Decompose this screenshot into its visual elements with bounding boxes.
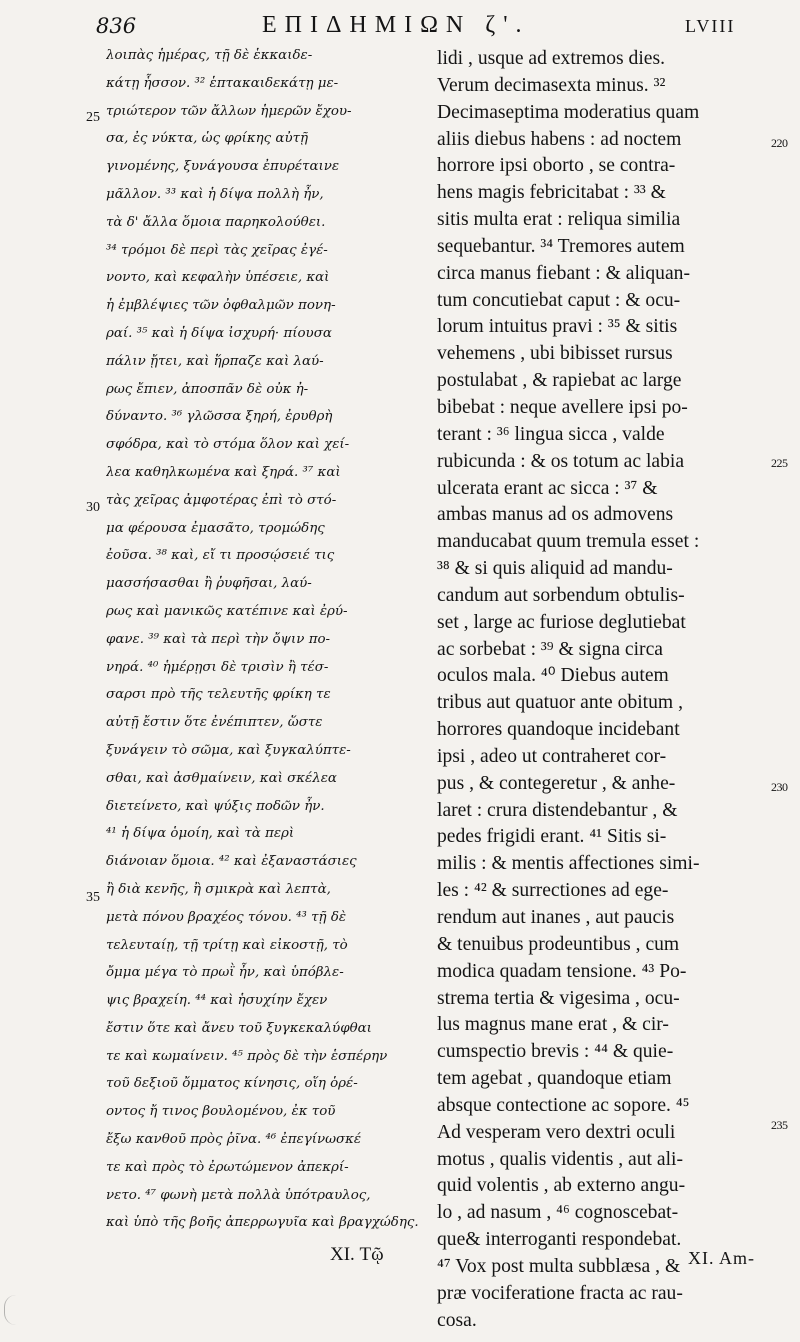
folio-numeral: LVIII [685, 16, 736, 36]
latin-text-line: circa manus fiebant : & aliquan- [437, 262, 690, 284]
greek-text-line: σφόδρα, καὶ τὸ στόμα ὅλον καὶ χεί- [106, 437, 350, 453]
line-number-left: 35 [86, 890, 100, 905]
greek-text-line: ρως ἔπιεν, ἀποσπᾶν δὲ οὐκ ἠ- [106, 381, 309, 397]
greek-text-line: τριώτερον τῶν ἄλλων ἡμερῶν ἔχου- [106, 103, 352, 119]
page-number: 836 [96, 14, 137, 38]
greek-text-line: σαρσι πρὸ τῆς τελευτῆς φρίκη τε [106, 687, 331, 703]
line-number-right: 225 [771, 456, 788, 470]
line-number-right: 235 [771, 1118, 788, 1132]
latin-text-line: sequebantur. ³⁴ Tremores autem [437, 235, 685, 257]
latin-text-line: cumspectio brevis : ⁴⁴ & quie- [437, 1041, 674, 1063]
latin-text-line: lo , ad nasum , ⁴⁶ cognoscebat- [437, 1202, 679, 1224]
line-number-right: 230 [771, 780, 788, 794]
latin-text-line: rubicunda : & os totum ac labia [437, 450, 685, 472]
greek-text-line: τοῦ δεξιοῦ ὄμματος κίνησις, οἵη ὁρέ- [106, 1076, 358, 1092]
latin-text-line: set , large ac furiose deglutiebat [437, 611, 686, 633]
greek-text-line: τε καὶ κωμαίνειν. ⁴⁵ πρὸς δὲ τὴν ἑσπέρην [106, 1048, 388, 1064]
latin-text-line: lorum intuitus pravi : ³⁵ & sitis [437, 316, 678, 338]
greek-text-line: νοντο, καὶ κεφαλὴν ὑπέσειε, καὶ [106, 270, 330, 286]
latin-text-line: Verum decimasexta minus. ³² [437, 74, 666, 96]
greek-text-line: ψις βραχείη. ⁴⁴ καὶ ἡσυχίην ἔχεν [106, 993, 328, 1009]
latin-text-line: ambas manus ad os admovens [437, 504, 674, 526]
latin-text-line: ³⁸ & si quis aliquid ad mandu- [437, 558, 673, 580]
greek-text-line: ἢ διὰ κενῆς, ἢ σμικρὰ καὶ λεπτὰ, [106, 881, 331, 897]
greek-text-line: καὶ ὑπὸ τῆς βοῆς ἀπερρωγυῖα καὶ βραγχώδης. [106, 1215, 419, 1231]
latin-text-line: præ vociferatione fracta ac rau- [437, 1282, 683, 1304]
greek-text-line: σα, ἐς νύκτα, ὡς φρίκης αὐτῇ [106, 131, 309, 147]
greek-text-line: ἡ ἐμβλέψιες τῶν ὀφθαλμῶν πονη- [106, 298, 336, 314]
latin-text-line: candum aut sorbendum obtulis- [437, 584, 685, 606]
catchword-greek: XI. Τῷ [330, 1244, 384, 1265]
line-number-right: 220 [771, 136, 788, 150]
running-title: ΕΠΙΔΗΜΙΩΝ ζ'. [262, 12, 530, 38]
latin-text-line: milis : & mentis affectiones simi- [437, 853, 700, 875]
catchword-latin: XI. Am- [688, 1248, 755, 1268]
latin-text-line: manducabat quum tremula esset : [437, 531, 700, 553]
latin-text-line: strema tertia & vigesima , ocu- [437, 987, 680, 1009]
latin-text-line: oculos mala. ⁴⁰ Diebus autem [437, 665, 669, 687]
greek-text-column [106, 42, 422, 1237]
greek-text-line: τὰ δ' ἄλλα ὅμοια παρηκολούθει. [106, 214, 326, 230]
page-footer [0, 1236, 800, 1276]
greek-text-line: ὄμμα μέγα τὸ πρωῒ ἦν, καὶ ὑπόβλε- [106, 965, 344, 981]
latin-text-line: cosa. [437, 1309, 477, 1331]
line-number-left: 25 [86, 110, 100, 125]
latin-text-line: & tenuibus prodeuntibus , cum [437, 933, 680, 955]
greek-text-line: ἐοῦσα. ³⁸ καὶ, εἴ τι προσῴσειέ τις [106, 548, 335, 564]
latin-text-line: lidi , usque ad extremos dies. [437, 48, 666, 69]
greek-text-line: μα φέρουσα ἐμασᾶτο, τρομώδης [106, 520, 325, 536]
greek-text-line: πάλιν ᾔτει, καὶ ἥρπαζε καὶ λαύ- [106, 353, 324, 369]
greek-text-line: διάνοιαν ὅμοια. ⁴² καὶ ἐξαναστάσιες [106, 854, 357, 870]
latin-text-line: que& interroganti respondebat. [437, 1229, 682, 1251]
latin-text-line: rendum aut inanes , aut paucis [437, 907, 675, 928]
greek-text-line: τελευταίῃ, τῇ τρίτῃ καὶ εἰκοστῇ, τὸ [106, 937, 348, 953]
latin-text-line: motus , qualis videntis , aut ali- [437, 1148, 683, 1170]
greek-text-line: ξυνάγειν τὸ σῶμα, καὶ ξυγκαλύπτε- [106, 742, 351, 758]
line-number-left: 30 [86, 500, 100, 515]
latin-text-line: tum concutiebat caput : & ocu- [437, 289, 681, 311]
latin-text-line: Decimaseptima moderatius quam [437, 101, 700, 123]
page-edge-mark [4, 1295, 23, 1325]
latin-text-line: lus magnus mane erat , & cir- [437, 1014, 669, 1036]
latin-text-line: modica quadam tensione. ⁴³ Po- [437, 960, 687, 982]
latin-text-line: pus , & contegeretur , & anhe- [437, 772, 676, 794]
latin-text-line: postulabat , & rapiebat ac large [437, 370, 682, 392]
latin-text-line: bibebat : neque avellere ipsi po- [437, 396, 688, 418]
latin-text-line: tem agebat , quandoque etiam [437, 1068, 672, 1090]
latin-text-line: ⁴⁷ Vox post multa subblæsa , & [437, 1255, 681, 1277]
latin-text-column [437, 46, 770, 1335]
greek-text-line: ρως καὶ μανικῶς κατέπινε καὶ ἐρύ- [106, 603, 348, 619]
greek-text-line: νηρά. ⁴⁰ ἡμέρῃσι δὲ τρισὶν ἢ τέσ- [106, 659, 329, 675]
latin-text-line: tribus aut quatuor ante obitum , [437, 692, 683, 714]
latin-text-line: pedes frigidi erant. ⁴¹ Sitis si- [437, 826, 667, 848]
greek-text-line: διετείνετο, καὶ ψύξις ποδῶν ἦν. [106, 798, 325, 814]
greek-text-line: μᾶλλον. ³³ καὶ ἡ δίψα πολλὴ ἦν, [106, 186, 324, 202]
greek-text-line: νετο. ⁴⁷ φωνὴ μετὰ πολλὰ ὑπότραυλος, [106, 1187, 371, 1203]
greek-text-line: λεα καθηλκωμένα καὶ ξηρά. ³⁷ καὶ [106, 464, 341, 480]
greek-text-line: λοιπὰς ἡμέρας, τῇ δὲ ἑκκαιδε- [106, 48, 313, 63]
latin-text-line: laret : crura distendebantur , & [437, 799, 678, 821]
latin-text-line: les : ⁴² & surrectiones ad ege- [437, 880, 669, 902]
greek-text-line: μετὰ πόνου βραχέος τόνου. ⁴³ τῇ δὲ [106, 909, 347, 925]
greek-text-line: γινομένης, ξυνάγουσα ἐπυρέταινε [106, 159, 340, 175]
greek-text-line: τε καὶ πρὸς τὸ ἐρωτώμενον ἀπεκρί- [106, 1159, 349, 1175]
greek-text-line: φανε. ³⁹ καὶ τὰ περὶ τὴν ὄψιν πο- [106, 631, 331, 647]
latin-text-line: horrores quandoque incidebant [437, 719, 680, 741]
greek-text-line: ἔξω κανθοῦ πρὸς ῥῖνα. ⁴⁶ ἐπεγίνωσκέ [106, 1132, 362, 1148]
greek-text-line: ⁴¹ ἡ δίψα ὁμοίη, καὶ τὰ περὶ [106, 826, 295, 842]
latin-text-line: horrore ipsi oborto , se contra- [437, 155, 676, 177]
latin-text-line: sitis multa erat : reliqua similia [437, 209, 681, 231]
greek-text-line: κάτῃ ἧσσον. ³² ἑπτακαιδεκάτῃ με- [106, 75, 339, 91]
greek-text-line: ³⁴ τρόμοι δὲ περὶ τὰς χεῖρας ἐγέ- [106, 242, 328, 258]
latin-text-line: terant : ³⁶ lingua sicca , valde [437, 423, 665, 445]
latin-text-line: vehemens , ubi bibisset rursus [437, 343, 673, 365]
latin-text-line: ipsi , adeo ut contraheret cor- [437, 745, 667, 767]
greek-text-line: οντος ἤ τινος βουλομένου, ἐκ τοῦ [106, 1104, 336, 1120]
latin-text-line: ulcerata erant ac sicca : ³⁷ & [437, 477, 658, 499]
latin-text-line: quid volentis , ab externo angu- [437, 1175, 686, 1197]
greek-text-line: μασσήσασθαι ἢ ῥυφῆσαι, λαύ- [106, 576, 312, 592]
latin-text-line: Ad vesperam vero dextri oculi [437, 1121, 676, 1143]
greek-text-line: ἔστιν ὅτε καὶ ἄνευ τοῦ ξυγκεκαλύφθαι [106, 1020, 372, 1036]
greek-text-line: αὐτῇ ἔστιν ὅτε ἐνέπιπτεν, ὥστε [106, 715, 323, 731]
greek-text-line: σθαι, καὶ ἀσθμαίνειν, καὶ σκέλεα [106, 770, 337, 786]
latin-text-line: absque contectione ac sopore. ⁴⁵ [437, 1094, 690, 1116]
greek-text-line: δύναντο. ³⁶ γλῶσσα ξηρή, ἐρυθρὴ [106, 409, 333, 425]
page-header [0, 12, 800, 46]
latin-text-line: ac sorbebat : ³⁹ & signa circa [437, 638, 663, 660]
latin-text-line: aliis diebus habens : ad noctem [437, 128, 682, 150]
greek-text-line: ραί. ³⁵ καὶ ἡ δίψα ἰσχυρή· πίουσα [106, 325, 332, 341]
latin-text-line: hens magis febricitabat : ³³ & [437, 182, 666, 204]
greek-text-line: τὰς χεῖρας ἀμφοτέρας ἐπὶ τὸ στό- [106, 492, 337, 508]
